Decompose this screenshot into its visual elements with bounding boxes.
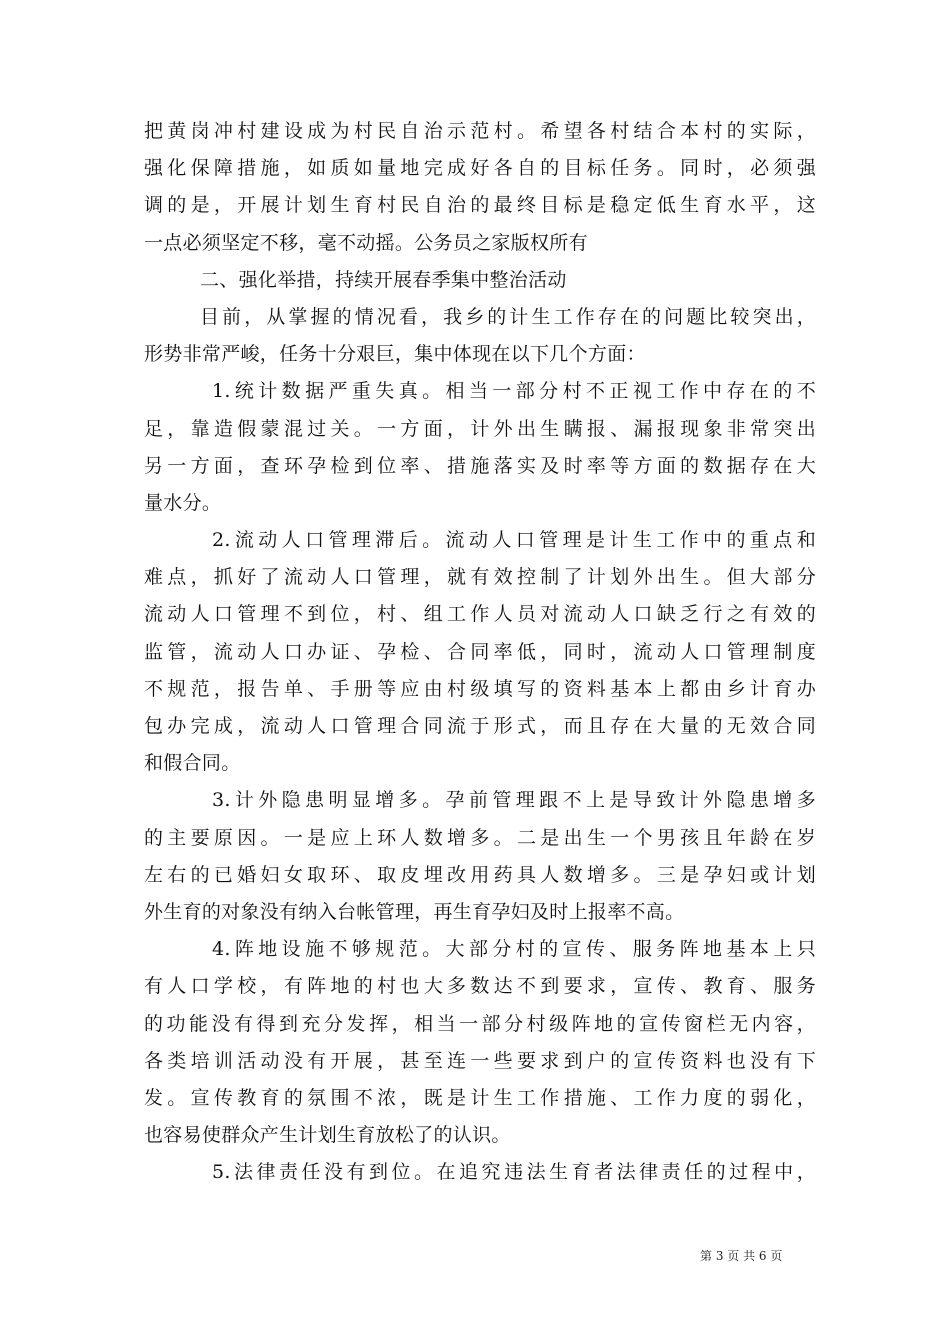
numbered-item-heading: 1.统计数据严重失真。相当一部分村不正视工作中存在的不 <box>212 380 816 403</box>
numbered-item-heading: 5.法律责任没有到位。在追究违法生育者法律责任的过程中， <box>212 1161 816 1184</box>
text-line: 目前，从掌握的情况看，我乡的计生工作存在的问题比较突出， <box>200 305 816 328</box>
numbered-item-heading: 4.阵地设施不够规范。大部分村的宣传、服务阵地基本上只 <box>212 938 816 961</box>
text-line: 的主要原因。一是应上环人数增多。二是出生一个男孩且年龄在岁 <box>144 826 816 849</box>
numbered-item-heading: 2.流动人口管理滞后。流动人口管理是计生工作中的重点和 <box>212 529 816 552</box>
text-line: 形势非常严峻，任务十分艰巨，集中体现在以下几个方面： <box>144 343 646 366</box>
text-line: 调的是，开展计划生育村民自治的最终目标是稳定低生育水平，这 <box>144 194 816 217</box>
text-line: 外生育的对象没有纳入台帐管理，再生育孕妇及时上报率不高。 <box>144 900 685 923</box>
text-line: 另一方面，查环孕检到位率、措施落实及时率等方面的数据存在大 <box>144 454 816 477</box>
document-body <box>144 113 816 1191</box>
text-line: 的功能没有得到充分发挥，相当一部分村级阵地的宣传窗栏无内容， <box>144 1012 816 1035</box>
page-number-footer: 第 3 页 共 6 页 <box>700 1249 783 1263</box>
numbered-item-heading: 3.计外隐患明显增多。孕前管理跟不上是导致计外隐患增多 <box>212 789 816 812</box>
text-line: 各类培训活动没有开展，甚至连一些要求到户的宣传资料也没有下 <box>144 1049 816 1072</box>
section-heading: 二、强化举措，持续开展春季集中整治活动 <box>200 268 567 291</box>
text-line: 一点必须坚定不移，毫不动摇。公务员之家版权所有 <box>144 231 588 254</box>
text-line: 和假合同。 <box>144 752 241 775</box>
text-line: 发。宣传教育的氛围不浓，既是计生工作措施、工作力度的弱化， <box>144 1086 816 1109</box>
text-line: 左右的已婚妇女取环、取皮埋改用药具人数增多。三是孕妇或计划 <box>144 863 816 886</box>
text-line: 强化保障措施，如质如量地完成好各自的目标任务。同时，必须强 <box>144 157 816 180</box>
text-line: 也容易使群众产生计划生育放松了的认识。 <box>144 1124 511 1147</box>
text-line: 难点，抓好了流动人口管理，就有效控制了计划外出生。但大部分 <box>144 566 816 589</box>
text-line: 足，靠造假蒙混过关。一方面，计外出生瞒报、漏报现象非常突出 <box>144 417 816 440</box>
text-line: 把黄岗冲村建设成为村民自治示范村。希望各村结合本村的实际， <box>144 120 816 142</box>
text-line: 包办完成，流动人口管理合同流于形式，而且存在大量的无效合同 <box>144 715 816 737</box>
text-line: 有人口学校，有阵地的村也大多数达不到要求，宣传、教育、服务 <box>144 975 816 998</box>
text-line: 量水分。 <box>144 491 222 514</box>
text-line: 流动人口管理不到位，村、组工作人员对流动人口缺乏行之有效的 <box>144 603 816 626</box>
text-line: 不规范，报告单、手册等应由村级填写的资料基本上都由乡计育办 <box>144 677 816 700</box>
text-line: 监管，流动人口办证、孕检、合同率低，同时，流动人口管理制度 <box>144 640 816 663</box>
